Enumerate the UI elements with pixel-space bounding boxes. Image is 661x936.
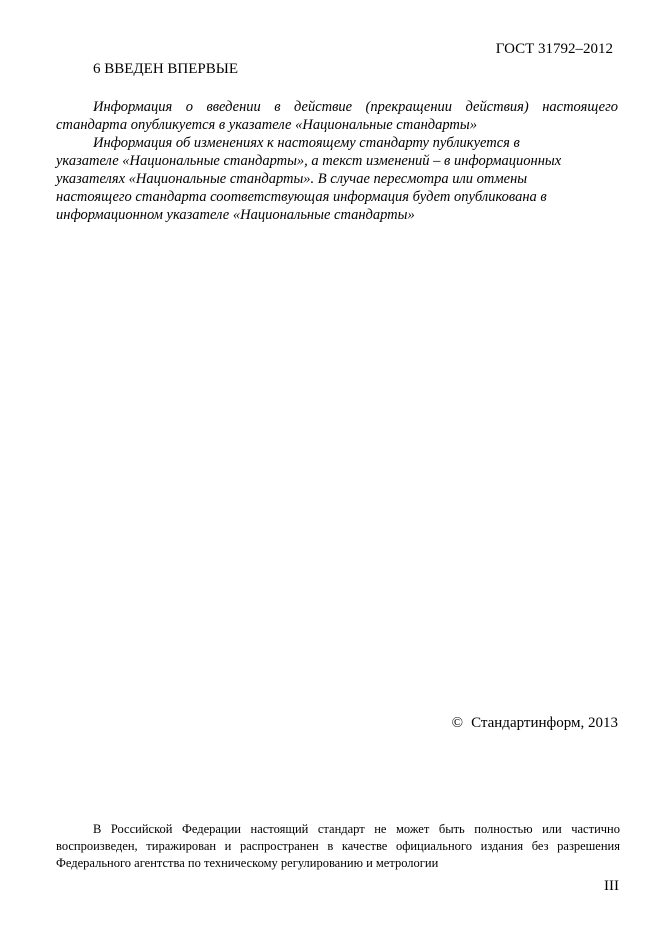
info-paragraph-changes [56, 134, 618, 224]
info-paragraph-introduction: Информация о введении в действие (прекращении действия) настоящего стандарта опубликуется в указателе «Национальные стандарты» [56, 99, 618, 133]
reproduction-notice-text: В Российской Федерации настоящий стандарт не может быть полностью или частично воспроизведен, тиражирован и распространен в качестве официального издания без разрешения Федерального агентства по техническому регулированию и метрологии [56, 822, 620, 870]
info-line: указателе «Национальные стандарты», а текст изменений – в информационных [56, 153, 562, 169]
section-heading: 6 ВВЕДЕН ВПЕРВЫЕ [93, 61, 238, 77]
page-number: III [604, 878, 619, 894]
reproduction-notice [56, 821, 620, 872]
standard-code: ГОСТ 31792–2012 [495, 41, 613, 57]
copyright-icon: © [451, 715, 464, 731]
info-line: Информация об изменениях к настоящему стандарту публикуется в [93, 135, 520, 151]
info-line: настоящего стандарта соответствующая информация будет опубликована в [56, 189, 547, 205]
info-line: указателях «Национальные стандарты». В случае пересмотра или отмены [56, 171, 528, 187]
copyright-notice [452, 714, 618, 732]
publication-info-block [56, 98, 618, 224]
info-line: информационном указателе «Национальные стандарты» [56, 207, 415, 223]
copyright-holder: Стандартинформ, 2013 [471, 715, 618, 731]
